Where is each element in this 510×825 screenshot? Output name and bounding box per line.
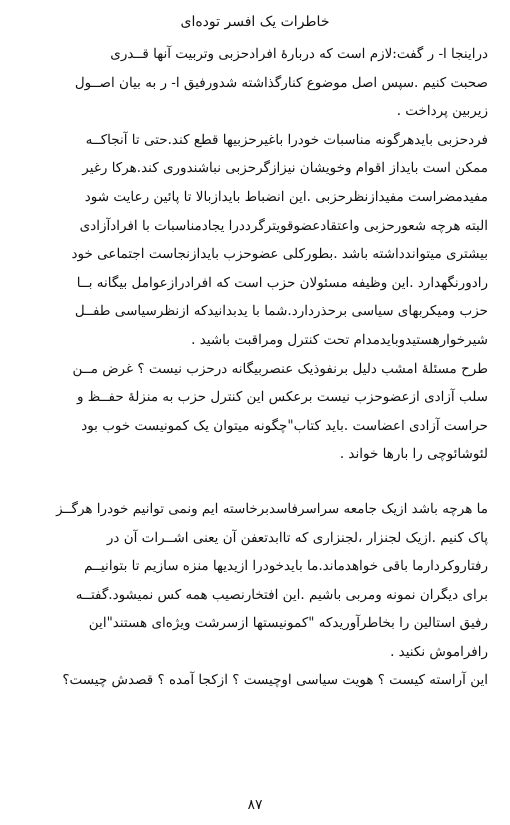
paragraph-3 bbox=[26, 355, 488, 469]
page-number: ۸۷ bbox=[247, 797, 263, 813]
text-line: پاک کنیم .ازیک لجنزار ،لجنزاری که تاابدتعفن آن یعنی اشــرات آن در bbox=[106, 529, 488, 546]
text-line: شیرخوارهستیدوبایدمدام تحت کنترل ومراقبت باشید . bbox=[191, 331, 488, 348]
text-line: حراست آزادی اعضاست .باید کتاب"چگونه میتوان یک کمونیست خوب بود bbox=[81, 417, 488, 434]
text-line: ممکن است بایداز اقوام وخویشان نیزازگرحزبی نباشندوری کند.هرکا رغیر bbox=[82, 160, 488, 177]
text-line: ما هرچه باشد ازیک جامعه سراسرفاسدبرخاسته ایم ونمی توانیم خودرا هرگــز bbox=[56, 500, 488, 517]
text-line: رادورنگهدارد .این وظیفه مسئولان حزب است که افرادرازعوامل بیگانه بــا bbox=[76, 274, 488, 291]
paragraph-2 bbox=[26, 126, 488, 355]
text-line: فردحزبی بایدهرگونه مناسبات خودرا باغیرحزبیها قطع کند.حتی تا آنجاکــه bbox=[85, 131, 488, 148]
text-line: زیربین پرداخت . bbox=[396, 103, 488, 120]
text-line: بیشتری میتواندداشته باشد .بطورکلی عضوحزب بایدازنجاست اجتماعی خود bbox=[71, 246, 488, 263]
text-line: این آراسته کیست ؟ هویت سیاسی اوچیست ؟ ازکجا آمده ؟ قصدش چیست؟ bbox=[62, 672, 488, 689]
text-line: صحبت کنیم .سپس اصل موضوع کنارگذاشته شدورفیق ا- ر به بیان اصــول bbox=[74, 74, 488, 91]
text-line: لئوشائوچی را بارها خواند . bbox=[339, 446, 488, 463]
text-line: البته هرچه شعورحزبی واعتقادعضوقویترگرددرا یجادمناسبات با افرادآزادی bbox=[79, 217, 488, 234]
text-line: مفیدمضراست مفیدازنظرحزبی .این انضباط بایدازبالا تا پائین رعایت شود bbox=[84, 188, 488, 205]
text-line: رفتاروکردارما باقی خواهدماند.ما بایدخودرا ازیدیها منزه سازیم تا بتوانیــم bbox=[84, 558, 488, 575]
paragraph-4 bbox=[26, 495, 488, 667]
text-line: طرح مسئلهٔ امشب دلیل برنفوذیک عنصربیگانه درحزب نیست ؟ غرض مــن bbox=[72, 360, 488, 377]
text-line: دراینجا ا- ر گفت:لازم است که دربارهٔ افرادحزبی وتربیت آنها قــدری bbox=[110, 46, 488, 62]
paragraph-1 bbox=[26, 40, 488, 126]
page-header-title: خاطرات یک افسر توده‌ای bbox=[180, 14, 330, 30]
text-line: حزب ومیکربهای سیاسی برحذردارد.شما با یدبدانیدکه ازنظرسیاسی طفــل bbox=[74, 303, 488, 320]
paragraph-gap bbox=[26, 469, 488, 495]
page-body bbox=[26, 40, 488, 695]
text-line: سلب آزادی ازعضوحزب نیست برعکس این کنترل حزب به منزلهٔ حفــظ و bbox=[76, 389, 488, 406]
text-line: برای دیگران نمونه ومربی باشیم .این افتخارنصیب همه کس نمیشود.گفتــه bbox=[75, 586, 488, 603]
paragraph-5 bbox=[26, 666, 488, 695]
text-line: رفیق استالین را بخاطرآوریدکه "کمونیستها ازسرشت ویژه‌ای هستند"این bbox=[88, 615, 488, 632]
text-line: رافراموش نکنید . bbox=[390, 643, 488, 660]
